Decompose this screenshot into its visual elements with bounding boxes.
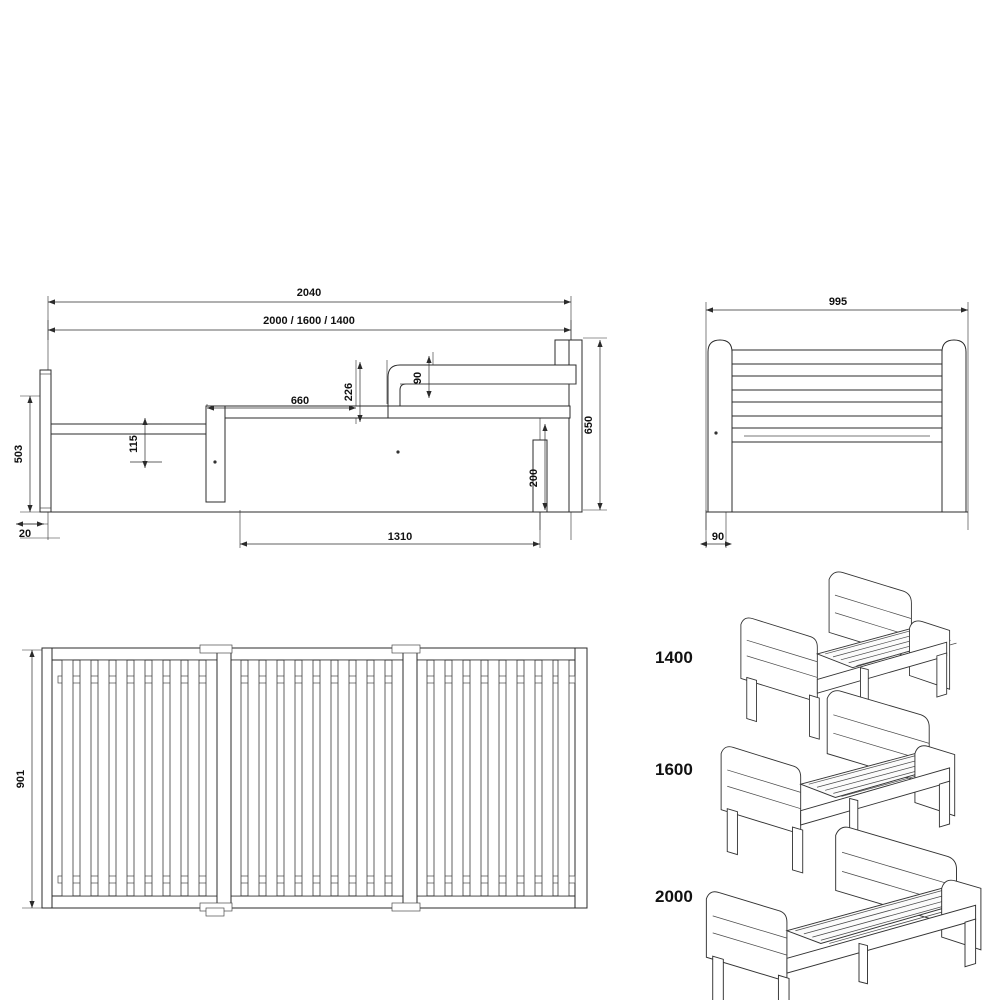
dim-label-mattress-lengths: 2000 / 1600 / 1400 <box>263 315 355 327</box>
dim-label-rail-height: 226 <box>343 382 355 402</box>
variant-label-2000: 2000 <box>655 887 693 906</box>
dim-overall-width <box>706 307 968 312</box>
dim-label-overall-length: 2040 <box>296 287 322 299</box>
front-right-post <box>942 340 966 512</box>
side-upper-frame <box>46 406 570 434</box>
dim-overall-length <box>48 299 571 304</box>
plan-view <box>15 645 587 916</box>
isometric-variant-2000 <box>655 827 981 1000</box>
side-extension-lines <box>20 296 607 548</box>
variant-label-1400: 1400 <box>655 648 693 667</box>
variant-label-1600: 1600 <box>655 760 693 779</box>
side-right-leg <box>396 440 547 512</box>
dim-label-slat-level: 115 <box>128 435 140 453</box>
dim-label-leg-height: 200 <box>528 468 540 488</box>
dim-headboard-height <box>597 340 602 510</box>
dim-label-rail-gap: 90 <box>412 371 424 385</box>
dim-label-base-offset: 20 <box>18 528 32 540</box>
side-elevation-view <box>13 287 607 548</box>
front-left-post <box>708 340 732 512</box>
dim-label-footboard-height: 503 <box>13 444 25 464</box>
dim-overall-depth <box>29 650 34 908</box>
dim-label-headboard-height: 650 <box>583 415 595 435</box>
dim-label-overall-width: 995 <box>828 296 848 308</box>
dim-label-overall-depth: 901 <box>15 769 27 789</box>
plan-slats <box>62 660 569 896</box>
dim-label-leg-width: 90 <box>711 531 725 543</box>
front-boards <box>732 350 942 442</box>
front-extension-lines <box>706 302 968 548</box>
front-elevation-view <box>700 296 968 548</box>
side-footboard <box>40 370 51 512</box>
side-center-post <box>206 406 225 502</box>
dim-mattress-lengths <box>48 327 571 332</box>
dim-label-inner-length: 1310 <box>387 531 413 543</box>
dim-label-rail-length: 660 <box>290 395 310 407</box>
dim-footboard-height <box>27 396 32 512</box>
dim-base-offset <box>16 521 44 526</box>
